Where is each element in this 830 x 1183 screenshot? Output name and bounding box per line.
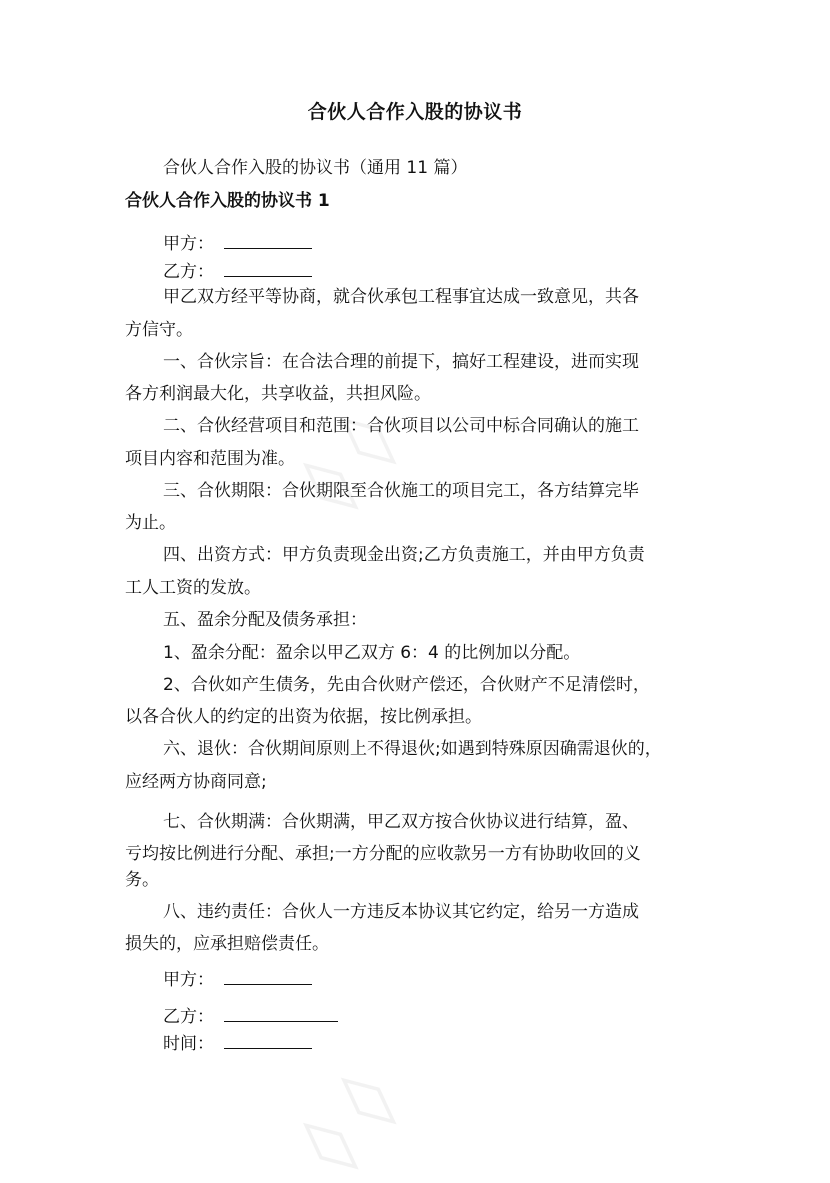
paragraph-line: 以各合伙人的约定的出资为依据，按比例承担。 (125, 707, 482, 727)
sign-party-a-field (163, 966, 312, 991)
document-title: 合伙人合作入股的协议书 (307, 101, 523, 123)
sign-party-b-blank (224, 1003, 338, 1022)
paragraph-line: 八、违约责任：合伙人一方违反本协议其它约定，给另一方造成 (163, 902, 639, 922)
sign-time-label: 时间： (163, 1034, 214, 1054)
paragraph-line: 工人工资的发放。 (125, 578, 261, 598)
section-heading: 合伙人合作入股的协议书 1 (125, 191, 330, 211)
party-b-label: 乙方： (163, 262, 214, 282)
paragraph-line: 甲乙双方经平等协商，就合伙承包工程事宜达成一致意见，共各 (163, 287, 639, 307)
paragraph-line: 1、盈余分配：盈余以甲乙双方 6：4 的比例加以分配。 (163, 643, 581, 663)
party-a-label: 甲方： (163, 234, 214, 254)
sign-party-a-label: 甲方： (163, 970, 214, 990)
paragraph-line: 应经两方协商同意; (125, 772, 267, 792)
sign-party-b-field (163, 1003, 338, 1028)
paragraph-line: 为止。 (125, 513, 176, 533)
paragraph-line: 二、合伙经营项目和范围：合伙项目以公司中标合同确认的施工 (163, 416, 639, 436)
sign-time-field (163, 1030, 312, 1055)
sign-party-a-blank (224, 966, 312, 985)
paragraph-line: 亏均按比例进行分配、承担;一方分配的应收款另一方有协助收回的义 (125, 844, 641, 864)
paragraph-line: 项目内容和范围为准。 (125, 449, 295, 469)
paragraph-line: 四、出资方式：甲方负责现金出资;乙方负责施工，并由甲方负责 (163, 545, 645, 565)
party-b-field (163, 258, 312, 283)
paragraph-line: 务。 (125, 870, 159, 890)
paragraph-line: 三、合伙期限：合伙期限至合伙施工的项目完工，各方结算完毕 (163, 481, 639, 501)
paragraph-line: 七、合伙期满：合伙期满，甲乙双方按合伙协议进行结算，盈、 (163, 812, 639, 832)
watermark: ◊ ◊ (285, 398, 409, 524)
party-b-blank (224, 258, 312, 277)
sign-time-blank (224, 1030, 312, 1049)
party-a-field (163, 230, 312, 255)
document-subtitle: 合伙人合作入股的协议书（通用 11 篇） (163, 158, 468, 178)
paragraph-line: 六、退伙：合伙期间原则上不得退伙;如遇到特殊原因确需退伙的， (163, 739, 662, 759)
paragraph-line: 一、合伙宗旨：在合法合理的前提下，搞好工程建设，进而实现 (163, 352, 639, 372)
paragraph-line: 2、合伙如产生债务，先由合伙财产偿还，合伙财产不足清偿时， (163, 675, 650, 695)
watermark: ◊ ◊ (285, 1058, 409, 1183)
paragraph-line: 方信守。 (125, 320, 193, 340)
sign-party-b-label: 乙方： (163, 1007, 214, 1027)
paragraph-line: 各方利润最大化，共享收益，共担风险。 (125, 384, 431, 404)
paragraph-line: 五、盈余分配及债务承担： (163, 610, 367, 630)
party-a-blank (224, 230, 312, 249)
paragraph-line: 损失的，应承担赔偿责任。 (125, 934, 329, 954)
